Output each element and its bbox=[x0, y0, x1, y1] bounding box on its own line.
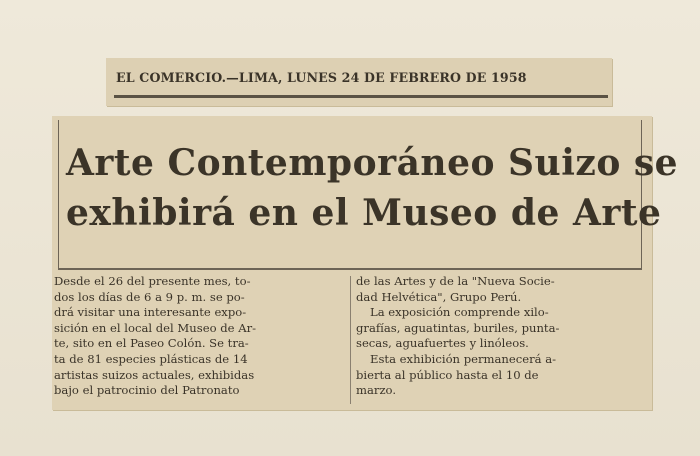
headline-rule bbox=[58, 268, 642, 270]
masthead-text: EL COMERCIO.—LIMA, LUNES 24 DE FEBRERO DE 1958 bbox=[116, 70, 527, 85]
body-line: bierta al público hasta el 10 de bbox=[356, 367, 539, 382]
body-line: ta de 81 especies plásticas de 14 bbox=[54, 351, 248, 366]
body-line: artistas suizos actuales, exhibidas bbox=[54, 367, 255, 382]
body-line: marzo. bbox=[356, 383, 397, 398]
body-line: dad Helvética", Grupo Perú. bbox=[356, 289, 522, 304]
body-line: sición en el local del Museo de Ar- bbox=[54, 320, 257, 335]
body-column-right bbox=[356, 274, 648, 399]
masthead-strip bbox=[106, 58, 612, 106]
body-line: dos los días de 6 a 9 p. m. se po- bbox=[54, 289, 245, 304]
body-column-left bbox=[54, 274, 344, 399]
body-line: de las Artes y de la "Nueva Socie- bbox=[356, 274, 555, 288]
headline bbox=[66, 138, 679, 238]
body-line: te, sito en el Paseo Colón. Se tra- bbox=[54, 336, 249, 351]
body-line: grafías, aguatintas, buriles, punta- bbox=[356, 320, 560, 335]
body-line: bajo el patrocinio del Patronato bbox=[54, 383, 240, 398]
column-divider bbox=[350, 276, 351, 404]
body-line: secas, aguafuertes y linóleos. bbox=[356, 336, 529, 351]
body-line: Desde el 26 del presente mes, to- bbox=[54, 274, 251, 288]
body-line: drá visitar una interesante expo- bbox=[54, 305, 247, 320]
headline-line-1: Arte Contemporáneo Suizo se bbox=[66, 142, 679, 184]
body-line: Esta exhibición permanecerá a- bbox=[370, 351, 557, 366]
article-clipping bbox=[52, 116, 679, 410]
headline-line-2: exhibirá en el Museo de Arte bbox=[66, 192, 662, 234]
masthead-rule bbox=[114, 95, 608, 98]
body-line: La exposición comprende xilo- bbox=[370, 305, 549, 320]
